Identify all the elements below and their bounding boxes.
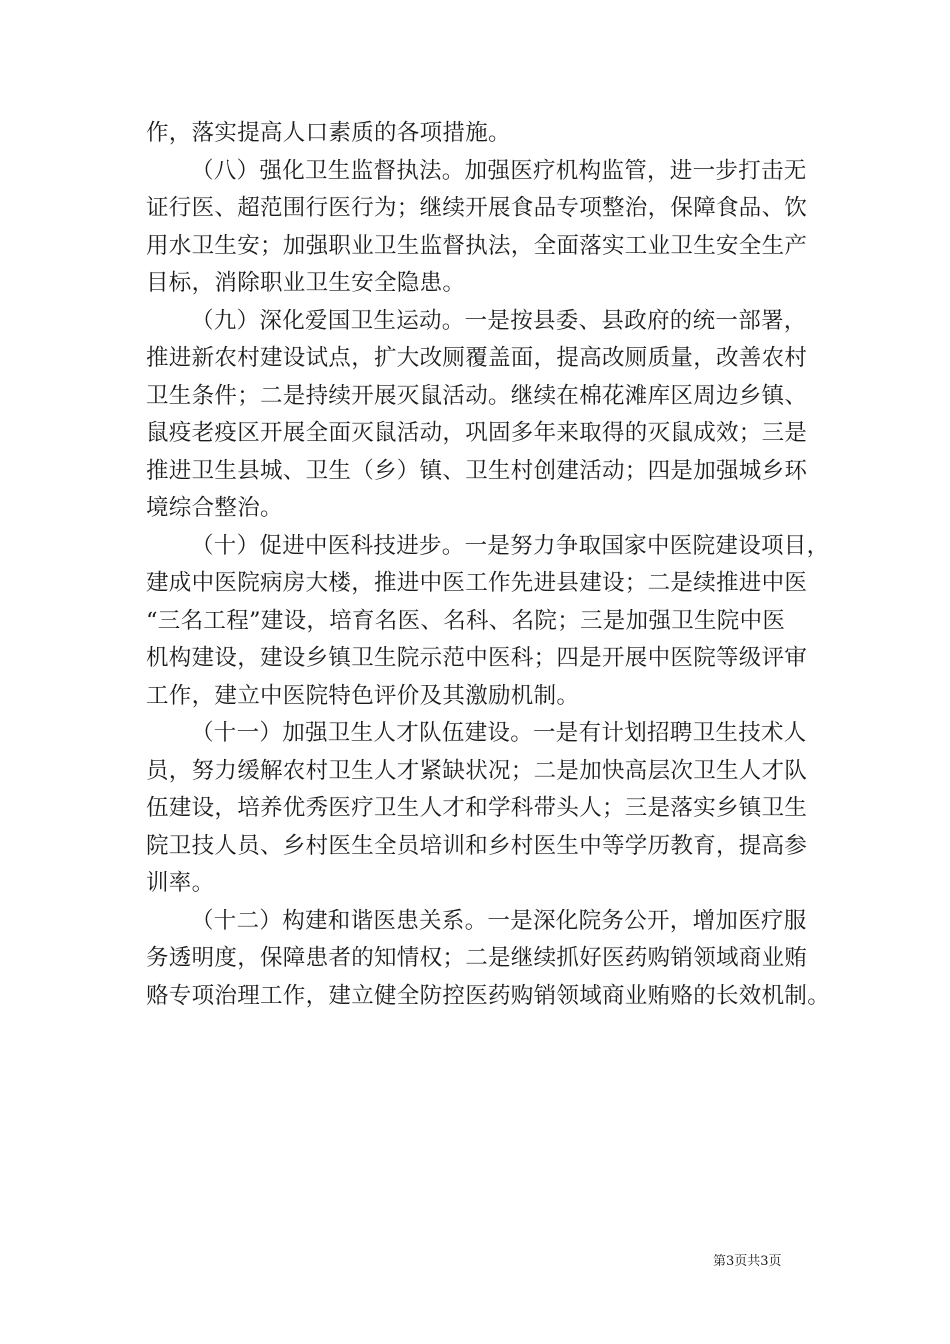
text-line: 院卫技人员、乡村医生全员培训和乡村医生中等学历教育，提高参 bbox=[146, 832, 808, 859]
page-number-footer: 第3页共3页 bbox=[713, 1254, 782, 1269]
text-line: 务透明度，保障患者的知情权；二是继续抓好医药购销领域商业贿 bbox=[146, 945, 808, 971]
text-line: 推进卫生县城、卫生（乡）镇、卫生村创建活动；四是加强城乡环 bbox=[146, 457, 808, 484]
paragraph-start-line: （八）强化卫生监督执法。加强医疗机构监管，进一步打击无 bbox=[191, 157, 807, 184]
text-line: 推进新农村建设试点，扩大改厕覆盖面，提高改厕质量，改善农村 bbox=[146, 345, 808, 371]
text-line: 训率。 bbox=[146, 870, 215, 896]
text-line: 目标，消除职业卫生安全隐患。 bbox=[146, 270, 466, 296]
paragraph-start-line: （九）深化爱国卫生运动。一是按县委、县政府的统一部署， bbox=[191, 307, 807, 334]
text-line: 卫生条件；二是持续开展灭鼠活动。继续在棉花滩库区周边乡镇、 bbox=[146, 382, 808, 409]
text-line: 作，落实提高人口素质的各项措施。 bbox=[146, 120, 511, 146]
text-line: 境综合整治。 bbox=[146, 495, 283, 521]
document-body bbox=[146, 115, 831, 1015]
text-line: 工作，建立中医院特色评价及其激励机制。 bbox=[146, 682, 580, 709]
text-line: 机构建设，建设乡镇卫生院示范中医科；四是开展中医院等级评审 bbox=[146, 645, 808, 671]
text-line: 伍建设，培养优秀医疗卫生人才和学科带头人；三是落实乡镇卫生 bbox=[146, 795, 808, 821]
text-line: 鼠疫老疫区开展全面灭鼠活动，巩固多年来取得的灭鼠成效；三是 bbox=[146, 420, 808, 446]
text-line: 证行医、超范围行医行为；继续开展食品专项整治，保障食品、饮 bbox=[146, 195, 808, 221]
paragraph-start-line: （十）促进中医科技进步。一是努力争取国家中医院建设项目， bbox=[191, 532, 830, 559]
text-line: “三名工程”建设，培育名医、名科、名院；三是加强卫生院中医 bbox=[146, 607, 786, 634]
text-line: 建成中医院病房大楼，推进中医工作先进县建设；二是续推进中医 bbox=[146, 570, 808, 596]
text-line: 赂专项治理工作，建立健全防控医药购销领域商业贿赂的长效机制。 bbox=[146, 982, 831, 1009]
paragraph-start-line: （十二）构建和谐医患关系。一是深化院务公开，增加医疗服 bbox=[191, 907, 807, 934]
paragraph-start-line: （十一）加强卫生人才队伍建设。一是有计划招聘卫生技术人 bbox=[191, 720, 807, 746]
text-line: 员，努力缓解农村卫生人才紧缺状况；二是加快高层次卫生人才队 bbox=[146, 757, 808, 784]
text-line: 用水卫生安；加强职业卫生监督执法，全面落实工业卫生安全生产 bbox=[146, 232, 808, 259]
